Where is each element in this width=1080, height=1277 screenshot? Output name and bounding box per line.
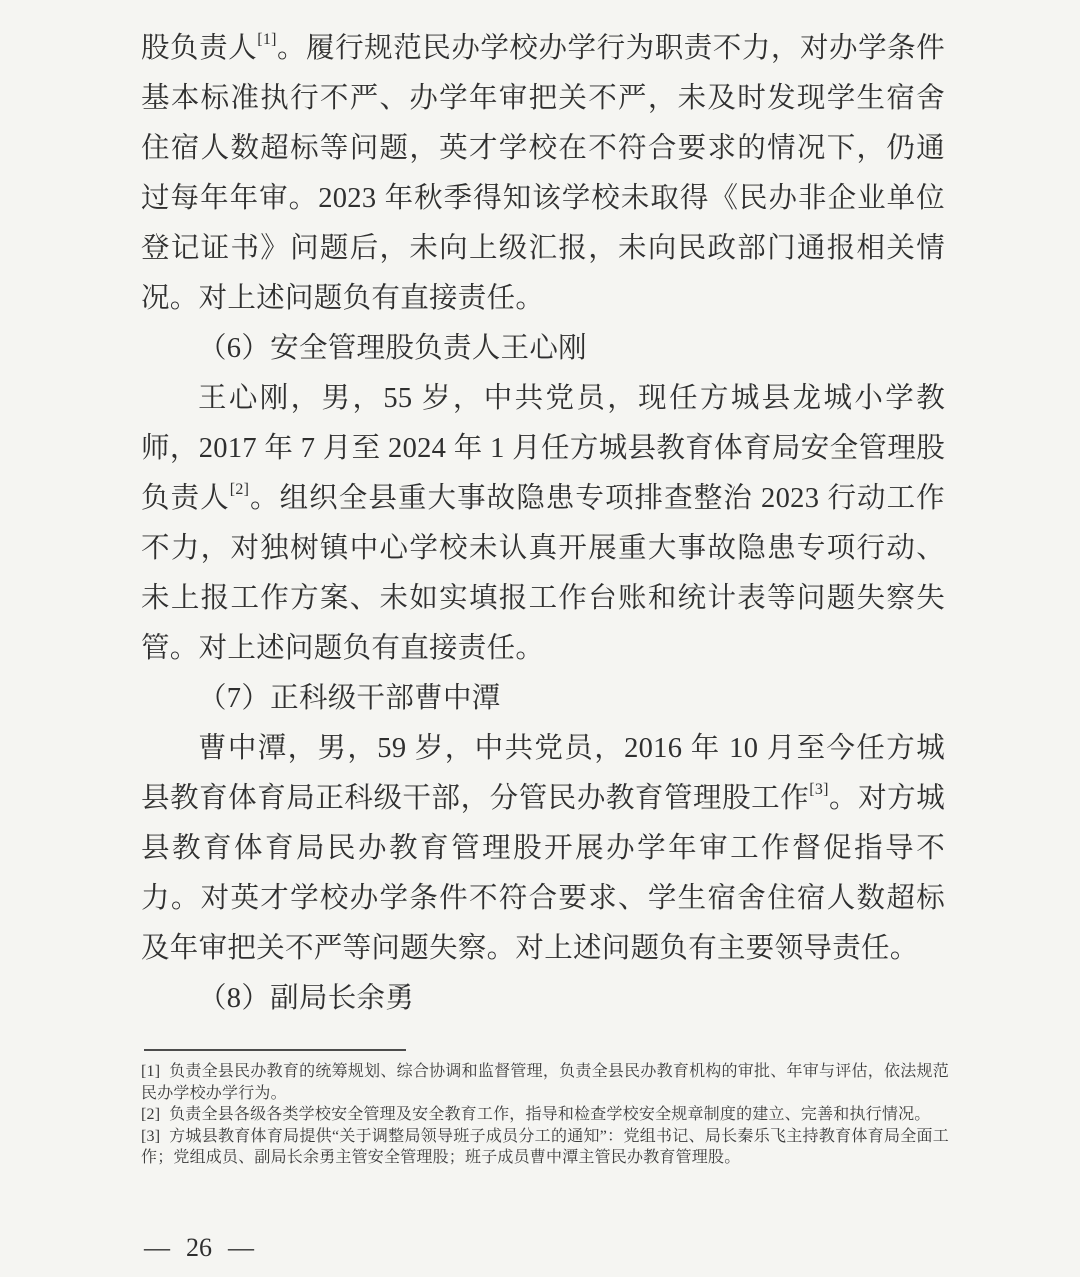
footnote-ref: [1] — [257, 31, 277, 49]
text-run: （8）副局长余勇 — [198, 983, 415, 1014]
footnote-marker: [2] — [141, 1106, 161, 1123]
text-run: （7）正科级干部曹中潭 — [198, 683, 501, 714]
footnotes — [141, 1061, 949, 1169]
footnote-text: 负责全县各级各类学校安全管理及安全教育工作，指导和检查学校安全规章制度的建立、完善和执行情况。 — [169, 1106, 931, 1123]
page-number — [144, 1233, 254, 1263]
footnote-ref: [3] — [809, 781, 829, 799]
section-heading — [141, 974, 945, 1024]
footnote-text: 方城县教育体育局提供“关于调整局领导班子成员分工的通知”：党组书记、局长秦乐飞主持教育体育局全面工作；党组成员、副局长余勇主管安全管理股；班子成员曹中潭主管民办教育管理股。 — [141, 1127, 949, 1166]
footnote-ref: [2] — [229, 481, 250, 499]
footnote-item — [141, 1126, 949, 1169]
footnote-marker: [1] — [141, 1063, 161, 1080]
text-run: （6）安全管理股负责人王心刚 — [198, 333, 587, 364]
text-run: 曹中潭，男，59 岁，中共党员，2016 年 10 月至今任方城县教育体育局正科级干部，分管民办教育管理股工作 — [141, 733, 945, 814]
section-heading — [141, 324, 945, 374]
text-run: 。对方城县教育体育局民办教育管理股开展办学年审工作督促指导不力。对英才学校办学条件不符合要求、学生宿舍住宿人数超标及年审把关不严等问题失察。对上述问题负有主要领导责任。 — [141, 783, 946, 964]
text-run: 王心刚，男，55 岁，中共党员，现任方城县龙城小学教师，2017 年 7 月至 2024 年 1 月任方城县教育体育局安全管理股负责人 — [141, 383, 945, 514]
footnote-item — [141, 1104, 949, 1126]
text-run: 。组织全县重大事故隐患专项排查整治 2023 行动工作不力，对独树镇中心学校未认真开展重大事故隐患专项行动、未上报工作方案、未如实填报工作台账和统计表等问题失察失管。对上述问题负有直接责任。 — [141, 483, 945, 664]
body-paragraph — [141, 724, 945, 974]
body-paragraph — [141, 374, 945, 674]
page-number-dash-right: — — [228, 1233, 254, 1262]
page-number-dash-left: — — [144, 1233, 170, 1262]
footnote-item — [141, 1061, 949, 1104]
text-run: 股负责人 — [141, 33, 258, 64]
section-heading — [141, 674, 945, 724]
footnote-separator — [144, 1049, 406, 1051]
body-paragraph — [141, 24, 945, 324]
text-run: 。履行规范民办学校办学行为职责不力，对办学条件基本标准执行不严、办学年审把关不严，未及时发现学生宿舍住宿人数超标等问题，英才学校在不符合要求的情况下，仍通过每年年审。2023 年秋季得知该学校未取得《民办非企业单位登记证书》问题后，未向上级汇报，未向民政部门通报相关情况。对上述问题负有直接责任。 — [141, 33, 945, 314]
document-body — [141, 24, 945, 1024]
footnote-marker: [3] — [141, 1127, 161, 1145]
footnote-text: 负责全县民办教育的统筹规划、综合协调和监督管理，负责全县民办教育机构的审批、年审与评估，依法规范民办学校办学行为。 — [141, 1063, 949, 1102]
page-number-value: 26 — [186, 1233, 212, 1262]
